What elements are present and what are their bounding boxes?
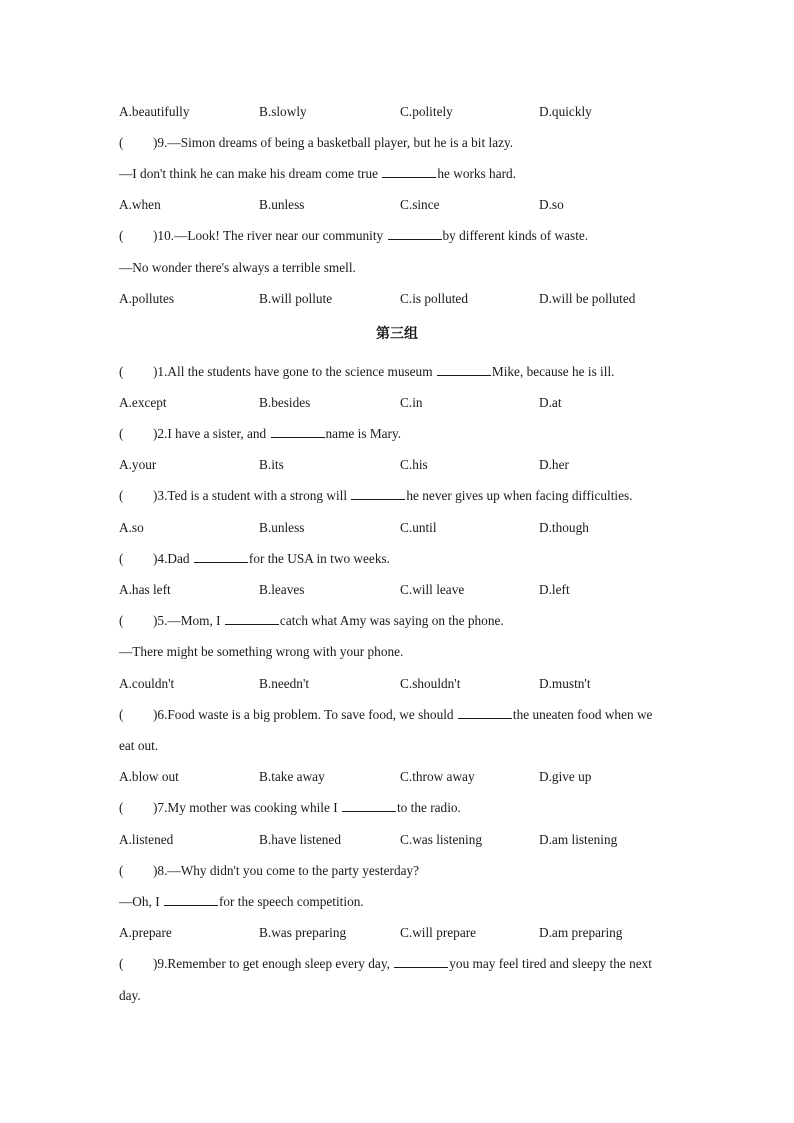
option-a: A.pollutes	[119, 291, 175, 306]
answer-paren[interactable]: (	[119, 551, 124, 566]
option-d: D.so	[539, 197, 564, 212]
answer-paren[interactable]: (	[119, 426, 124, 441]
option-b: B.leaves	[259, 582, 305, 597]
option-c: C.will prepare	[400, 925, 477, 940]
option-b: B.have listened	[259, 832, 341, 847]
g3-question-8-stem: ( )8.—Why didn't you come to the party yesterday?	[119, 861, 694, 881]
answer-paren[interactable]: (	[119, 364, 124, 379]
option-b: B.besides	[259, 395, 311, 410]
answer-blank[interactable]	[194, 549, 248, 563]
answer-blank[interactable]	[225, 611, 279, 625]
answer-paren[interactable]: (	[119, 613, 124, 628]
g3-question-5-stem: ( )5.—Mom, I catch what Amy was saying on the phone.	[119, 611, 694, 631]
option-a: A.except	[119, 395, 167, 410]
option-a: A.blow out	[119, 769, 179, 784]
option-d: D.give up	[539, 769, 592, 784]
option-c: C.in	[400, 395, 423, 410]
answer-blank[interactable]	[164, 892, 218, 906]
g3-question-4-stem: ( )4.Dad for the USA in two weeks.	[119, 549, 694, 569]
option-d: D.quickly	[539, 104, 592, 119]
answer-paren[interactable]: (	[119, 707, 124, 722]
answer-blank[interactable]	[388, 226, 442, 240]
answer-blank[interactable]	[351, 486, 405, 500]
option-c: C.shouldn't	[400, 676, 461, 691]
answer-paren[interactable]: (	[119, 800, 124, 815]
answer-blank[interactable]	[382, 164, 436, 178]
option-c: C.is polluted	[400, 291, 468, 306]
answer-blank[interactable]	[271, 424, 325, 438]
option-b: B.unless	[259, 197, 305, 212]
answer-paren[interactable]: (	[119, 228, 124, 243]
answer-blank[interactable]	[342, 798, 396, 812]
g3-question-3-stem: ( )3.Ted is a student with a strong will he never gives up when facing difficulties.	[119, 486, 694, 506]
option-b: B.unless	[259, 520, 305, 535]
answer-blank[interactable]	[437, 362, 491, 376]
question-9-line2: —I don't think he can make his dream come true he works hard.	[119, 166, 516, 181]
answer-blank[interactable]	[394, 954, 448, 968]
answer-paren[interactable]: (	[119, 488, 124, 503]
option-d: D.left	[539, 582, 570, 597]
option-d: D.am listening	[539, 832, 618, 847]
answer-paren[interactable]: (	[119, 135, 124, 150]
option-a: A.when	[119, 197, 161, 212]
option-a: A.couldn't	[119, 676, 175, 691]
option-c: C.since	[400, 197, 440, 212]
question-10-stem: ( )10.—Look! The river near our community by different kinds of waste.	[119, 226, 694, 246]
g3-question-6-stem: ( )6.Food waste is a big problem. To save food, we should the uneaten food when we	[119, 705, 694, 725]
g3-question-8-line2: —Oh, I for the speech competition.	[119, 894, 364, 909]
option-c: C.until	[400, 520, 437, 535]
option-a: A.listened	[119, 832, 174, 847]
option-d: D.though	[539, 520, 589, 535]
g3-question-1-stem: ( )1.All the students have gone to the science museum Mike, because he is ill.	[119, 362, 694, 382]
option-d: D.am preparing	[539, 925, 623, 940]
question-9-stem: ( )9.—Simon dreams of being a basketball player, but he is a bit lazy.	[119, 133, 694, 153]
question-10-line2: —No wonder there's always a terrible smell.	[119, 260, 356, 275]
option-c: C.his	[400, 457, 428, 472]
group-heading: 第三组	[376, 326, 418, 342]
option-d: D.at	[539, 395, 562, 410]
option-b: B.needn't	[259, 676, 310, 691]
option-d: D.mustn't	[539, 676, 591, 691]
g3-question-5-line2: —There might be something wrong with your phone.	[119, 644, 404, 659]
option-b: B.was preparing	[259, 925, 347, 940]
option-a: A.prepare	[119, 925, 172, 940]
option-b: B.take away	[259, 769, 325, 784]
option-b: B.will pollute	[259, 291, 333, 306]
g3-question-9-line2: day.	[119, 988, 141, 1003]
answer-paren[interactable]: (	[119, 863, 124, 878]
option-b: B.its	[259, 457, 284, 472]
option-a: A.beautifully	[119, 104, 190, 119]
option-a: A.has left	[119, 582, 171, 597]
g3-question-7-stem: ( )7.My mother was cooking while I to the radio.	[119, 798, 694, 818]
option-d: D.will be polluted	[539, 291, 636, 306]
g3-question-9-stem: ( )9.Remember to get enough sleep every day, you may feel tired and sleepy the next	[119, 954, 694, 974]
g3-question-6-line2: eat out.	[119, 738, 159, 753]
answer-blank[interactable]	[458, 705, 512, 719]
question-text: —Simon dreams of being a basketball player, but he is a bit lazy.	[167, 135, 514, 150]
option-a: A.so	[119, 520, 144, 535]
option-b: B.slowly	[259, 104, 307, 119]
option-d: D.her	[539, 457, 569, 472]
option-c: C.was listening	[400, 832, 482, 847]
option-c: C.throw away	[400, 769, 475, 784]
answer-paren[interactable]: (	[119, 956, 124, 971]
g3-question-2-stem: ( )2.I have a sister, and name is Mary.	[119, 424, 694, 444]
option-c: C.politely	[400, 104, 453, 119]
option-c: C.will leave	[400, 582, 465, 597]
option-a: A.your	[119, 457, 157, 472]
